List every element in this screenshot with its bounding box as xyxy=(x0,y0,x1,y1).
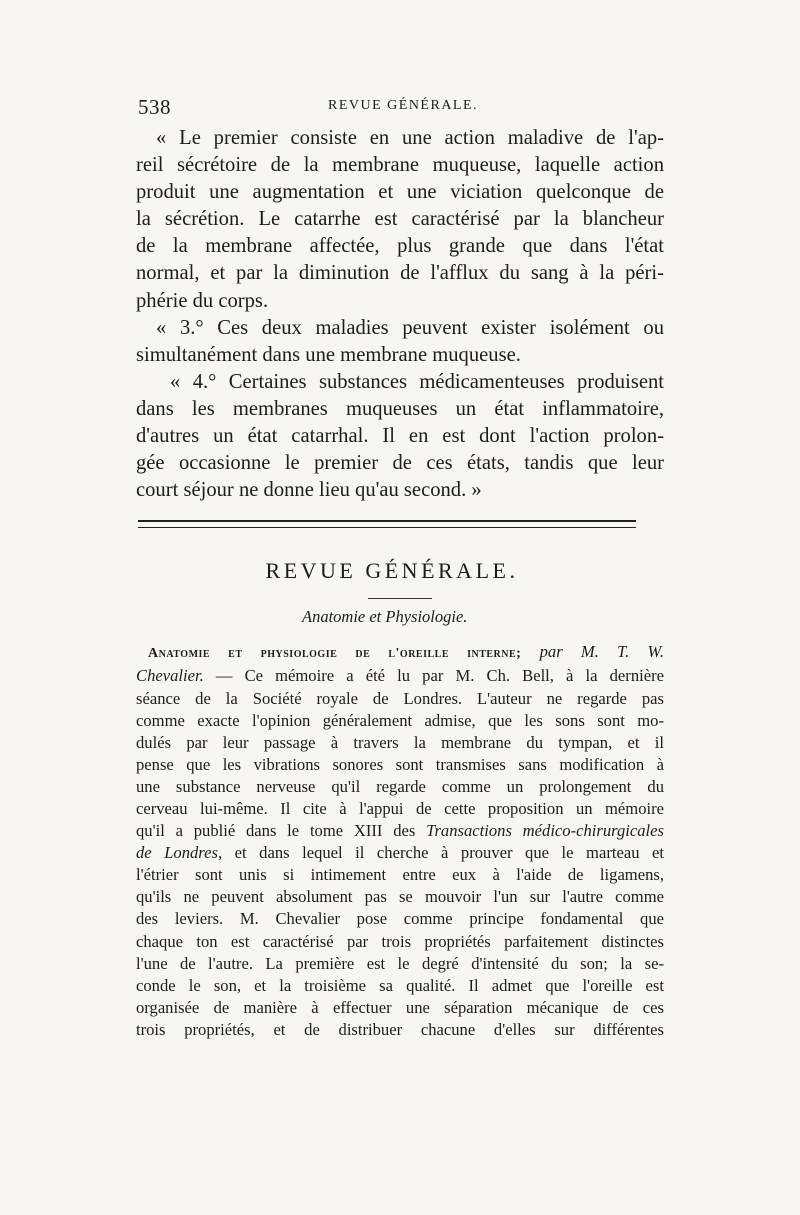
text-line: de Londres, et dans lequel il cherche à prouver que le marteau et xyxy=(136,843,664,863)
text-line: qu'ils ne peuvent absolument pas se mouvoir l'un sur l'autre comme xyxy=(136,887,664,907)
text-line: « Le premier consiste en une action maladive de l'ap- xyxy=(156,127,664,149)
book-page xyxy=(136,95,664,1041)
text-line: pense que les vibrations sonores sont transmises sans modification à xyxy=(136,754,664,774)
subsection-title: Anatomie et Physiologie. xyxy=(302,607,468,627)
section-title: REVUE GÉNÉRALE. xyxy=(265,558,519,584)
text-line: conde le son, et la troisième sa qualité. Il admet que l'oreille est xyxy=(136,975,664,995)
text-line: comme exacte l'opinion généralement admise, que les sons sont mo- xyxy=(136,710,664,730)
text-line: séance de la Société royale de Londres. L'auteur ne regarde pas xyxy=(136,688,664,708)
text-line: chaque ton est caractérisé par trois propriétés parfaitement distinctes xyxy=(136,931,664,951)
text-line: « 3.° Ces deux maladies peuvent exister isolément ou xyxy=(156,316,664,339)
text-line: Chevalier. — Ce mémoire a été lu par M. Ch. Bell, à la dernière xyxy=(136,666,664,686)
quoted-passage xyxy=(136,125,664,504)
article-title: Anatomie et physiologie de l'oreille interne; xyxy=(148,646,522,662)
text-line: simultanément dans une membrane muqueuse. xyxy=(136,343,521,366)
text-line: court séjour ne donne lieu qu'au second. » xyxy=(136,479,482,502)
double-rule-divider xyxy=(138,520,636,528)
text-line: produit une augmentation et une viciation quelconque de xyxy=(136,181,664,204)
text-line: l'une de l'autre. La première est le degré d'intensité du son; la se- xyxy=(136,953,664,973)
page-header xyxy=(136,95,664,125)
text-line: dans les membranes muqueuses un état inflammatoire, xyxy=(136,397,664,420)
text-line: dulés par leur passage à travers la membrane du tympan, et il xyxy=(136,732,664,752)
text-line: des leviers. M. Chevalier pose comme principe fondamental que xyxy=(136,909,664,929)
author-prefix: par M. T. W. xyxy=(539,642,664,662)
text-line: trois propriétés, et de distribuer chacune d'elles sur différentes xyxy=(136,1019,664,1039)
text-line: cerveau lui-même. Il cite à l'appui de cette proposition un mémoire xyxy=(136,798,664,818)
text-line: une substance nerveuse qu'il regarde comme un prolongement du xyxy=(136,776,664,796)
text-line: d'autres un état catarrhal. Il en est dont l'action prolon- xyxy=(136,425,664,448)
text-line: reil sécrétoire de la membrane muqueuse, laquelle action xyxy=(136,154,664,177)
text-line: gée occasionne le premier de ces états, tandis que leur xyxy=(136,452,664,475)
text-line: phérie du corps. xyxy=(136,289,269,312)
text-line: qu'il a publié dans le tome XIII des Transactions médico-chirurgicales xyxy=(136,821,664,841)
page-number: 538 xyxy=(138,95,171,119)
text-line: la sécrétion. Le catarrhe est caractérisé par la blancheur xyxy=(136,208,664,231)
short-divider xyxy=(368,598,432,599)
text-line: « 4.° Certaines substances médicamenteuses produisent xyxy=(170,370,664,393)
article-heading-line xyxy=(136,641,664,665)
running-title: REVUE GÉNÉRALE. xyxy=(328,98,479,113)
text-line: l'étrier sont unis si intimement entre eux à l'aide de ligamens, xyxy=(136,865,664,885)
text-line: normal, et par la diminution de l'afflux du sang à la péri- xyxy=(136,262,664,285)
text-line: organisée de manière à effectuer une séparation mécanique de ces xyxy=(136,997,664,1017)
author-name: Chevalier. xyxy=(136,666,204,686)
text-line: de la membrane affectée, plus grande que dans l'état xyxy=(136,235,664,258)
article-body xyxy=(136,641,664,1041)
